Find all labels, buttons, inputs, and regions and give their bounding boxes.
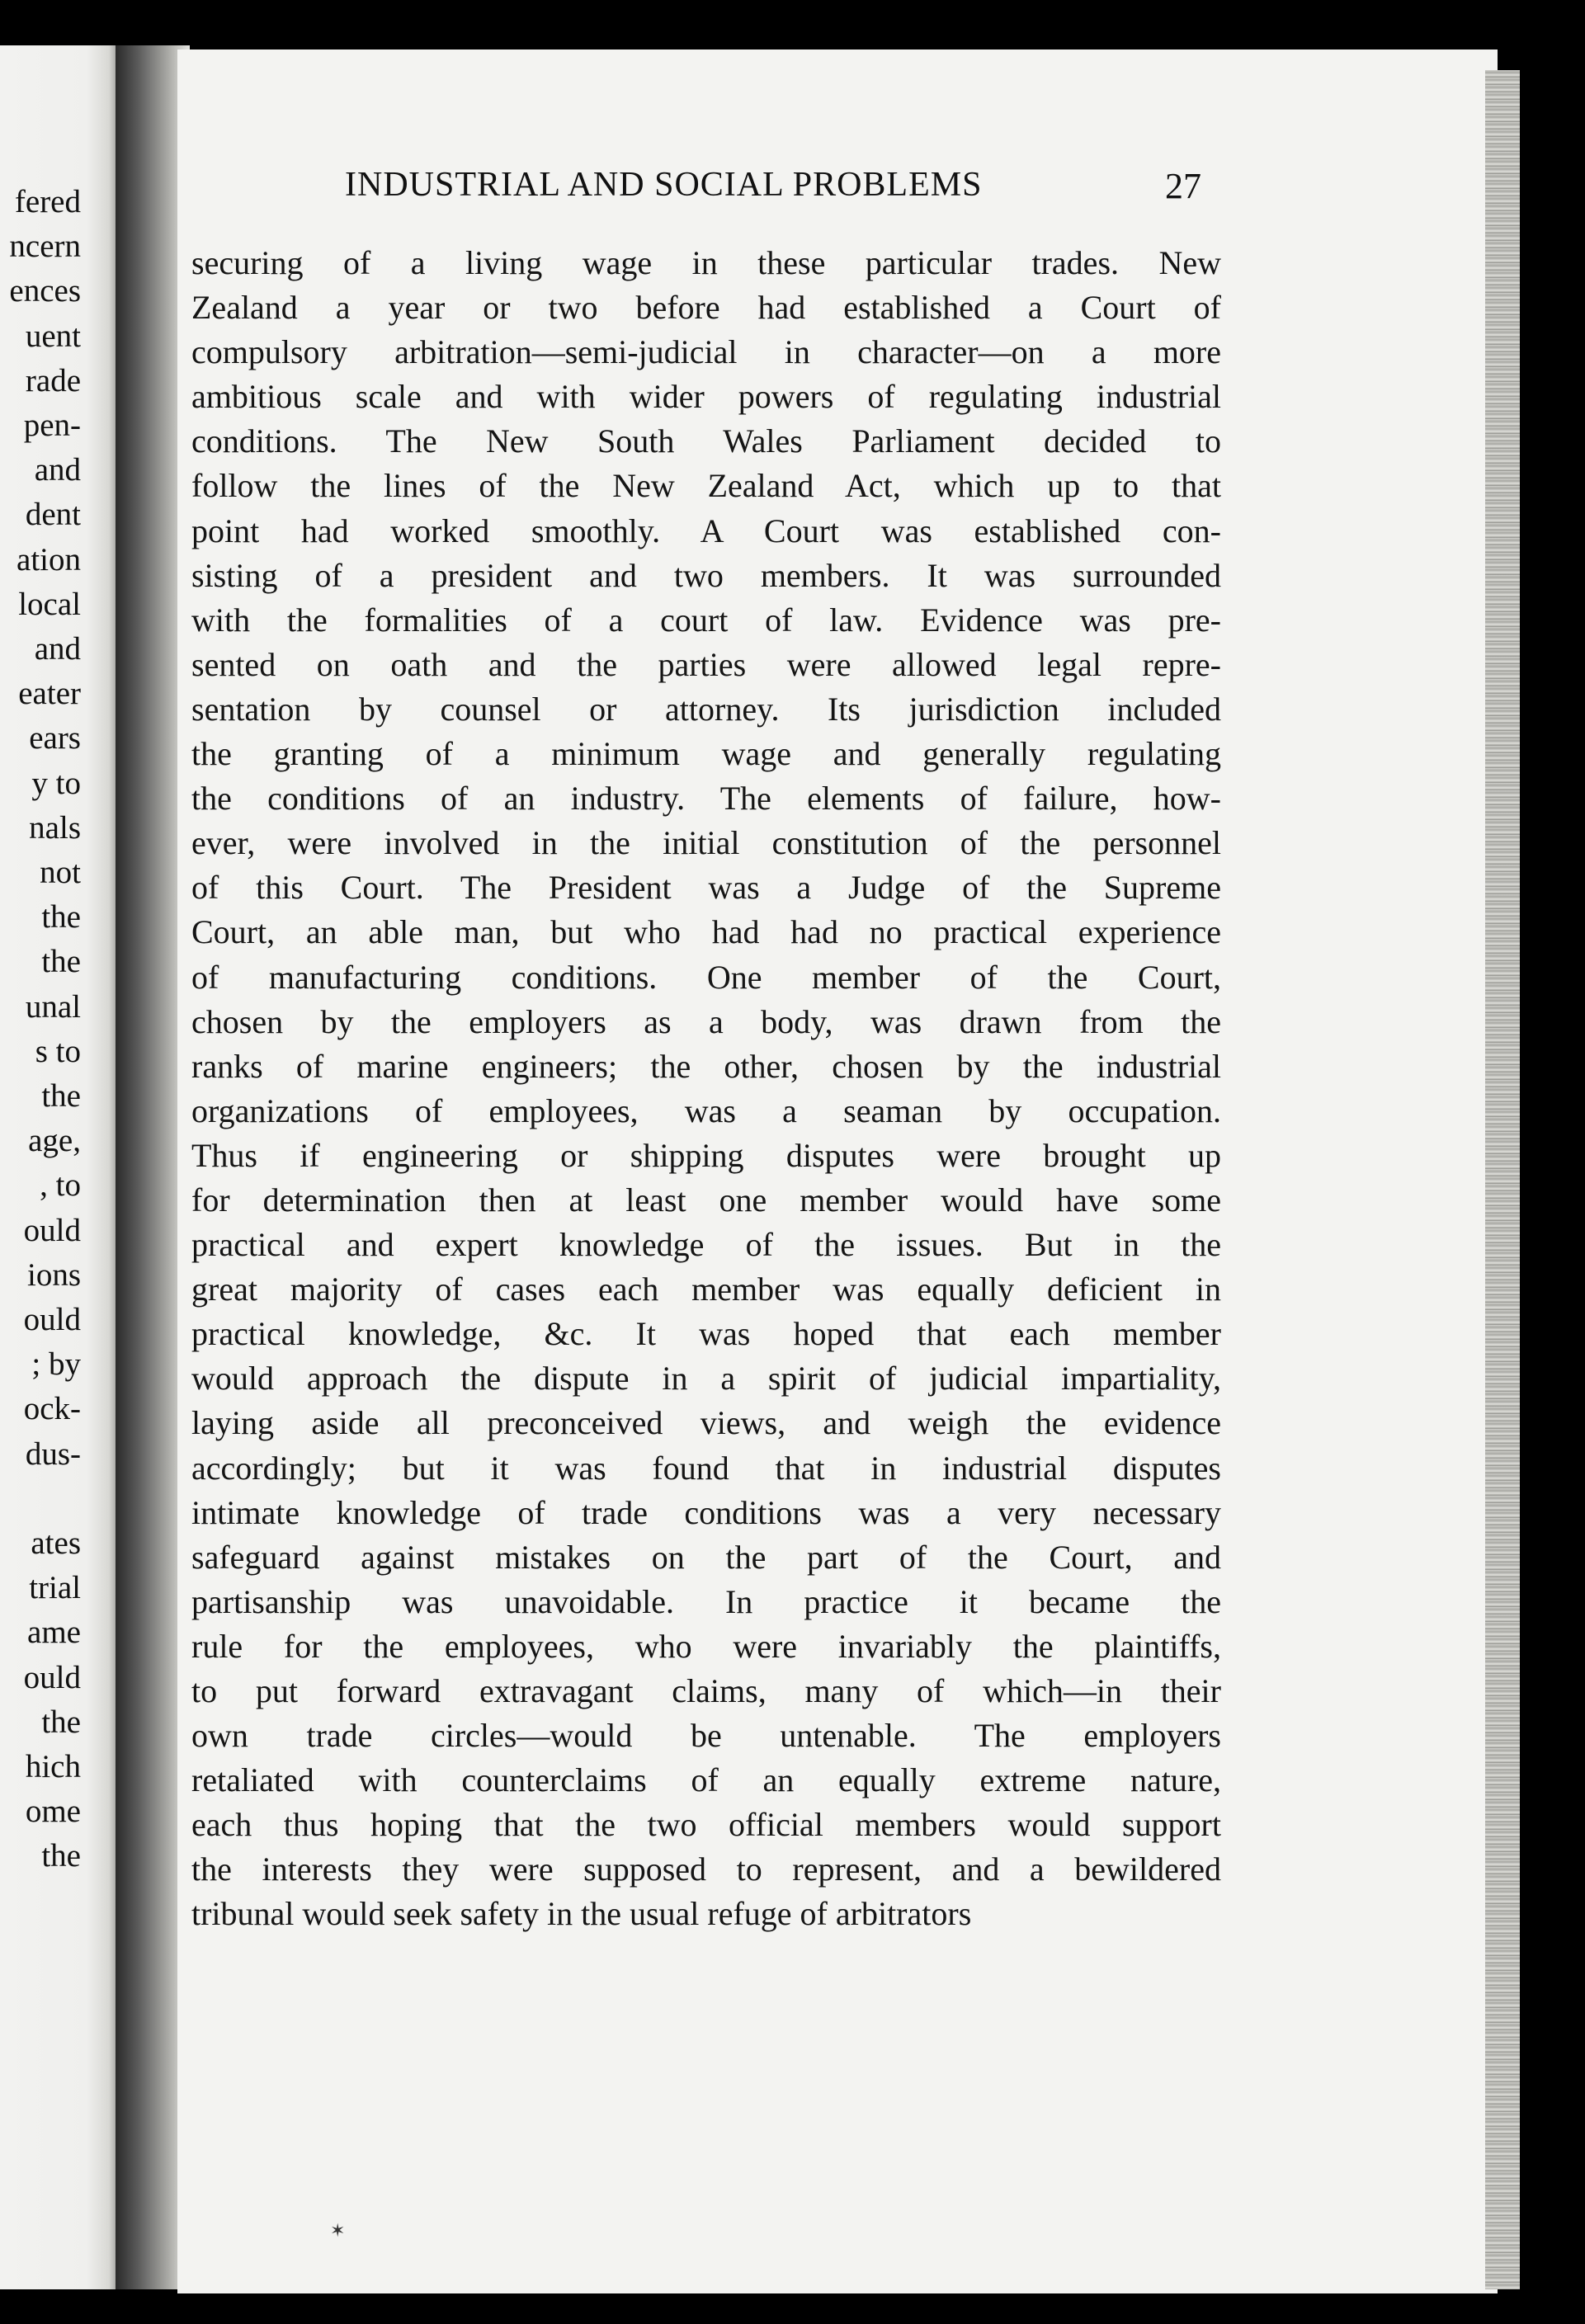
facing-page-line-fragment: the — [41, 1078, 81, 1114]
facing-page-line-fragment: and — [34, 631, 81, 667]
text-line: the granting of a minimum wage and generally regulating — [191, 735, 1221, 773]
facing-page-line-fragment: ences — [9, 273, 81, 309]
text-line: Court, an able man, but who had had no practical experience — [191, 913, 1221, 951]
text-line: conditions. The New South Wales Parliament decided to — [191, 422, 1221, 460]
text-line: each thus hoping that the two official members would support — [191, 1806, 1221, 1844]
text-line: partisanship was unavoidable. In practice it became the — [191, 1582, 1221, 1620]
facing-page-line-fragment: ould — [23, 1302, 81, 1337]
facing-page-line-fragment: ame — [27, 1615, 81, 1651]
text-line: ranks of marine engineers; the other, chosen by the industrial — [191, 1047, 1221, 1085]
scan-speck: ✶ — [330, 2221, 346, 2242]
facing-page-line-fragment: pen- — [23, 408, 81, 443]
facing-page-line-fragment: rade — [25, 362, 81, 398]
running-head: INDUSTRIAL AND SOCIAL PROBLEMS — [345, 166, 983, 204]
facing-page-line-fragment: ome — [25, 1794, 81, 1830]
text-line: laying aside all preconceived views, and weigh the evidence — [191, 1404, 1221, 1442]
facing-page-line-fragment: not — [40, 855, 81, 890]
facing-page-line-fragment: age, — [28, 1123, 81, 1159]
facing-page-line-fragment: fered — [14, 184, 81, 219]
facing-page-line-fragment: the — [41, 1838, 81, 1874]
text-line: organizations of employees, was a seaman by occupation. — [191, 1091, 1221, 1129]
facing-page-fragment — [0, 45, 124, 2289]
facing-page-line-fragment: ates — [31, 1525, 81, 1561]
text-line: ambitious scale and with wider powers of regulating industrial — [191, 378, 1221, 416]
facing-page-line-fragment: , to — [40, 1167, 81, 1204]
text-line: to put forward extravagant claims, many of which—in their — [191, 1672, 1221, 1709]
text-line: sisting of a president and two members. It was surrounded — [191, 556, 1221, 594]
text-line: Zealand a year or two before had established a Court of — [191, 289, 1221, 327]
facing-page-line-fragment: ation — [17, 541, 81, 577]
text-line: safeguard against mistakes on the part of the Court, and — [191, 1538, 1221, 1576]
facing-page-line-fragment: nals — [29, 809, 81, 846]
text-line: the conditions of an industry. The elements of failure, how- — [191, 780, 1221, 818]
text-line: practical and expert knowledge of the issues. But in the — [191, 1226, 1221, 1264]
text-line: intimate knowledge of trade conditions was a very necessary — [191, 1493, 1221, 1531]
text-line: compulsory arbitration—semi-judicial in character—on a more — [191, 333, 1221, 371]
facing-page-line-fragment: the — [41, 899, 81, 936]
facing-page-line-fragment: eater — [18, 676, 81, 712]
text-line: sentation by counsel or attorney. Its jurisdiction included — [191, 690, 1221, 728]
facing-page-line-fragment: ncern — [9, 229, 81, 265]
facing-page-line-fragment: the — [41, 1704, 81, 1740]
facing-page-line-fragment: trial — [29, 1570, 81, 1606]
facing-page-line-fragment: uent — [25, 318, 81, 354]
text-line: the interests they were supposed to represent, and a bewildered — [191, 1850, 1221, 1888]
text-line: point had worked smoothly. A Court was established con- — [191, 511, 1221, 549]
facing-page-line-fragment: ions — [26, 1256, 81, 1293]
text-line: of this Court. The President was a Judge of the Supreme — [191, 869, 1221, 907]
facing-page-line-fragment: ould — [23, 1659, 81, 1695]
facing-page-line-fragment: and — [34, 452, 81, 488]
text-line: chosen by the employers as a body, was drawn from the — [191, 1002, 1221, 1040]
text-line: securing of a living wage in these particular trades. New — [191, 244, 1221, 281]
facing-page-line-fragment: the — [41, 944, 81, 980]
facing-page-line-fragment: ock- — [23, 1391, 81, 1427]
text-line: ever, were involved in the initial constitution of the personnel — [191, 824, 1221, 862]
body-text — [191, 241, 1221, 1937]
facing-page-line-fragment: ; by — [31, 1346, 81, 1383]
text-line: practical knowledge, &c. It was hoped that each member — [191, 1315, 1221, 1353]
facing-page-line-fragment: y to — [31, 765, 81, 801]
facing-page-line-fragment: ears — [29, 720, 81, 757]
text-line: of manufacturing conditions. One member of the Court, — [191, 958, 1221, 996]
text-line: follow the lines of the New Zealand Act, which up to that — [191, 467, 1221, 505]
facing-page-line-fragment: local — [18, 586, 81, 622]
text-line: own trade circles—would be untenable. The employers — [191, 1717, 1221, 1755]
facing-page-line-fragment: s to — [35, 1033, 81, 1069]
facing-page-line-fragment: unal — [25, 988, 81, 1025]
text-line: rule for the employees, who were invariably the plaintiffs, — [191, 1627, 1221, 1665]
text-line: retaliated with counterclaims of an equally extreme nature, — [191, 1761, 1221, 1799]
text-line: sented on oath and the parties were allowed legal repre- — [191, 645, 1221, 683]
text-line: accordingly; but it was found that in industrial disputes — [191, 1449, 1221, 1487]
text-line: tribunal would seek safety in the usual refuge of arbitrators — [191, 1895, 972, 1933]
page-number: 27 — [1165, 166, 1201, 206]
facing-page-line-fragment: dus- — [25, 1435, 81, 1472]
facing-page-line-fragment: hich — [25, 1749, 81, 1784]
facing-page-line-fragment: ould — [23, 1212, 81, 1248]
facing-page-line-fragment: dent — [25, 497, 81, 533]
page-edge-texture — [1485, 70, 1520, 2289]
text-line: would approach the dispute in a spirit of judicial impartiality, — [191, 1360, 1221, 1398]
text-line: great majority of cases each member was equally deficient in — [191, 1270, 1221, 1308]
text-line: with the formalities of a court of law. Evidence was pre- — [191, 601, 1221, 639]
text-line: Thus if engineering or shipping disputes were brought up — [191, 1136, 1221, 1174]
text-line: for determination then at least one member would have some — [191, 1181, 1221, 1219]
